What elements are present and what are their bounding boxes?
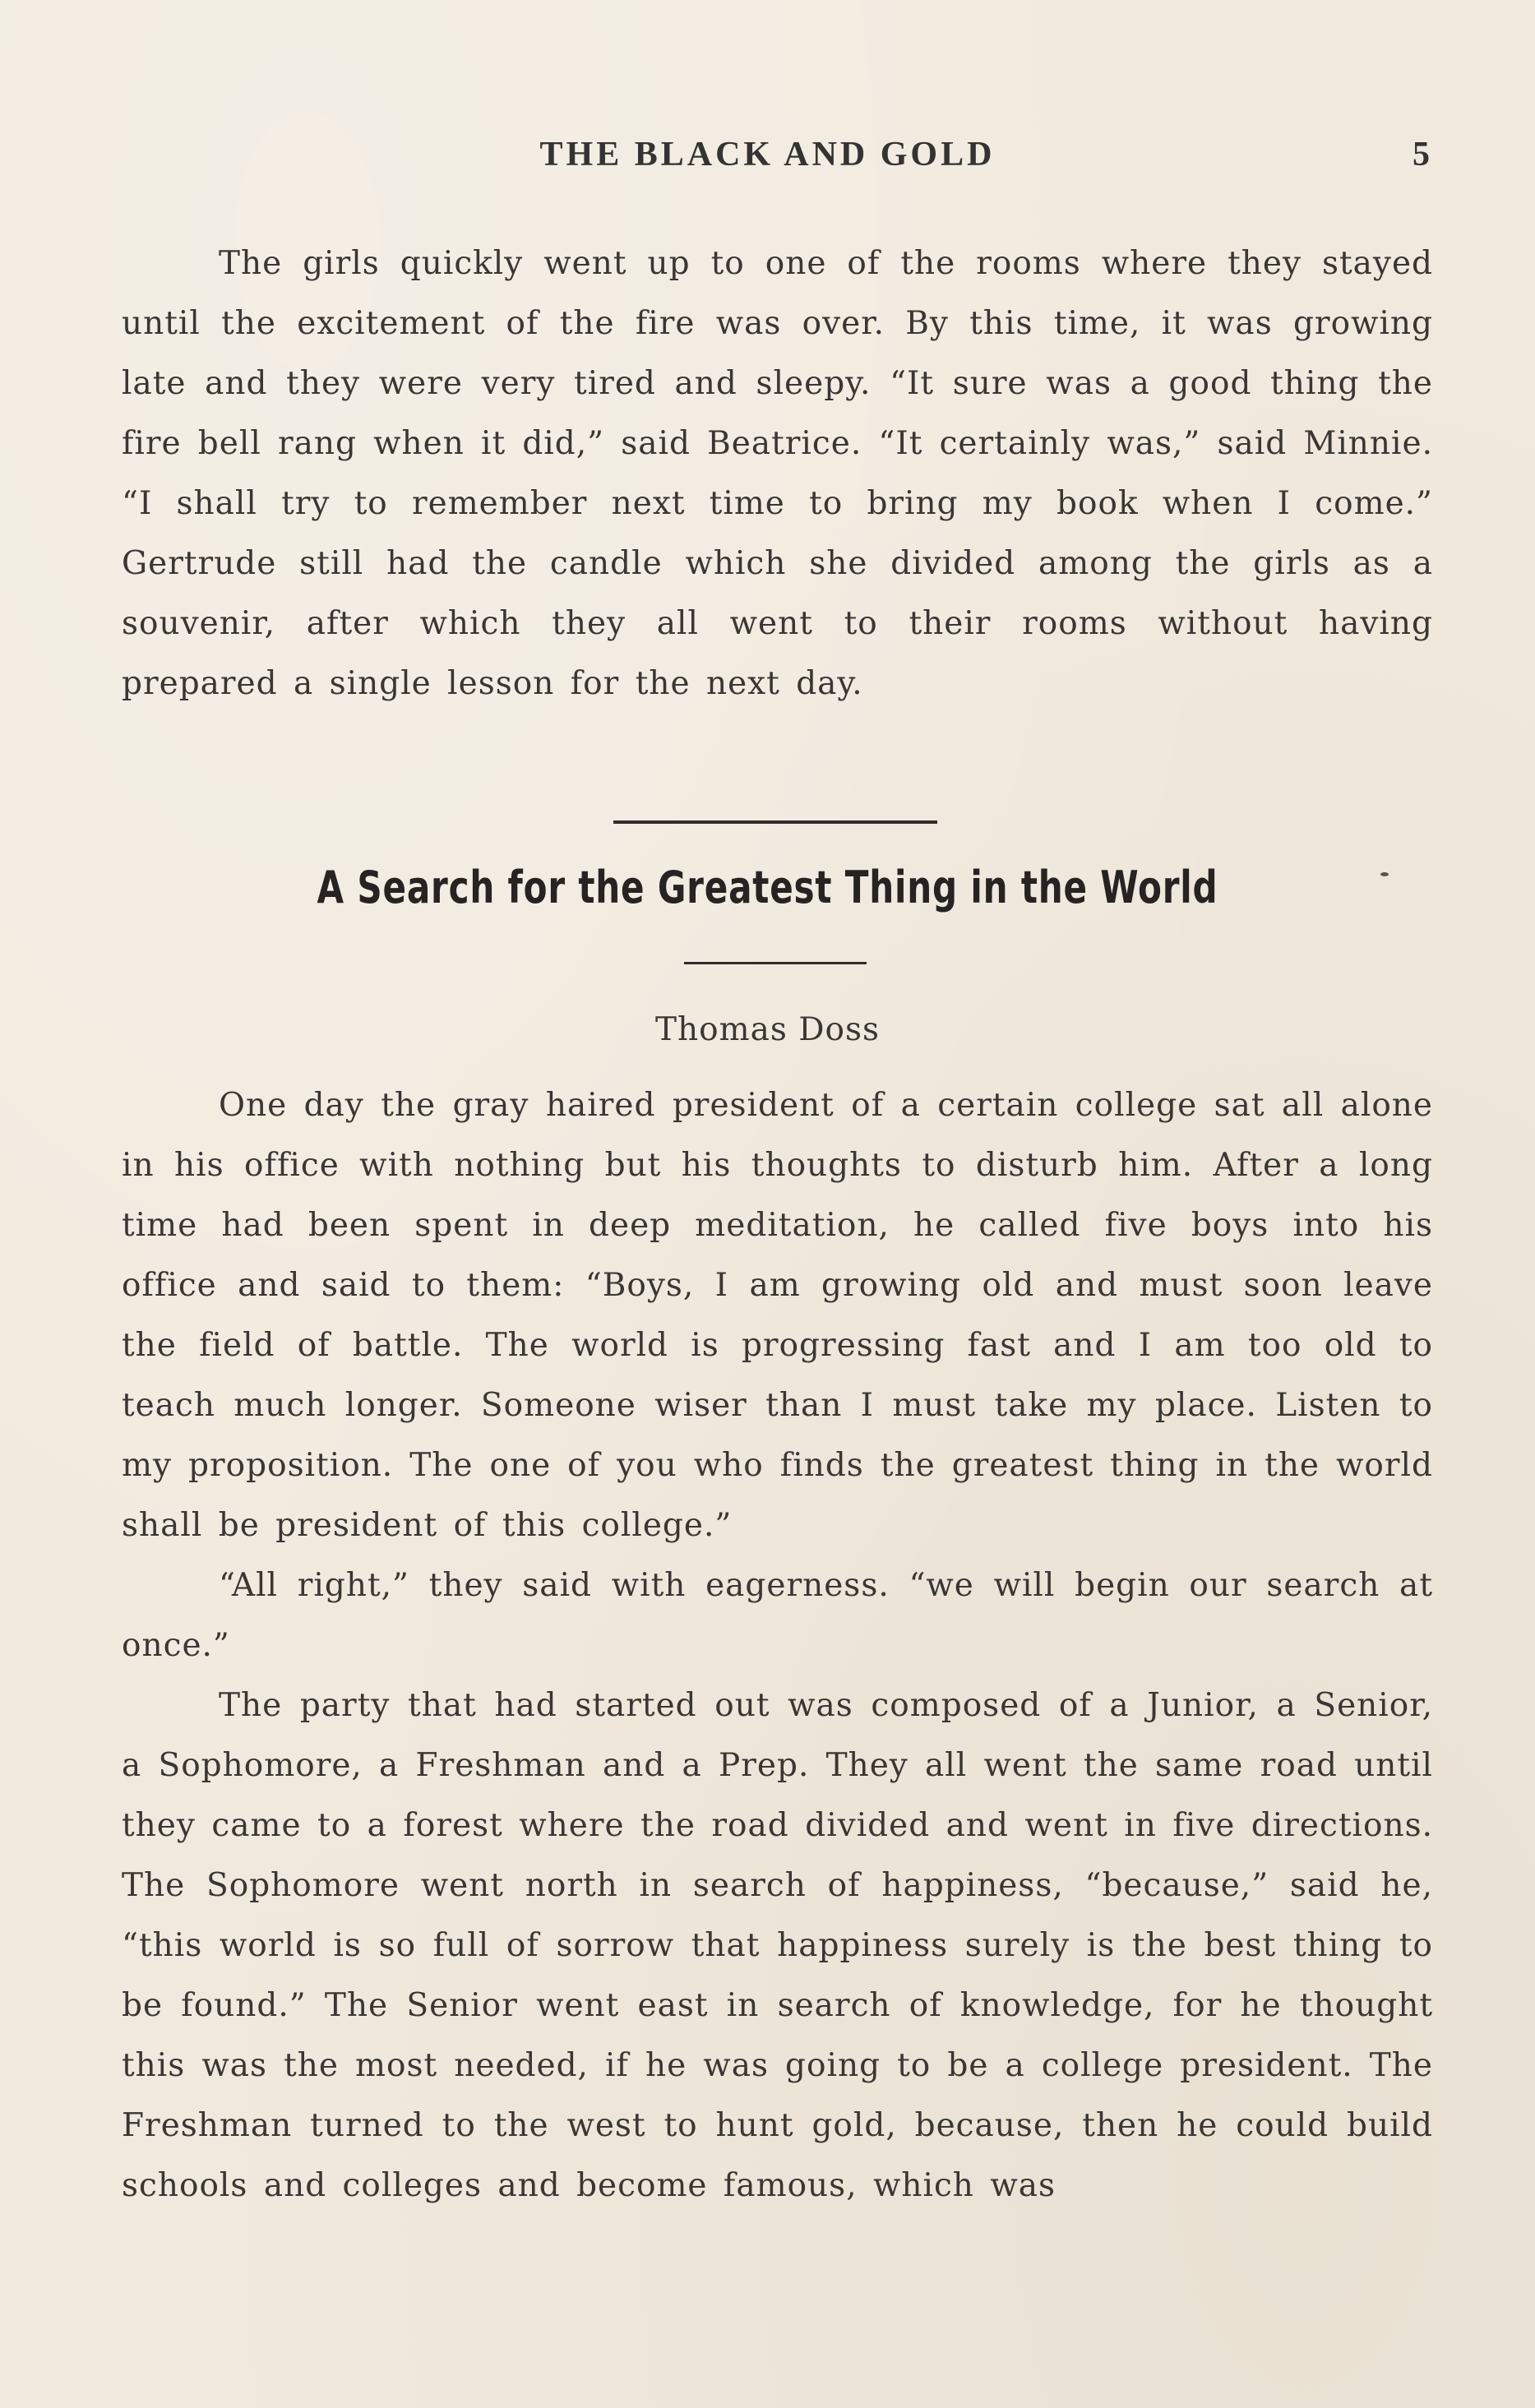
- running-title: THE BLACK AND GOLD: [539, 136, 996, 173]
- running-head: [0, 135, 1535, 184]
- page-number: 5: [1412, 136, 1430, 173]
- article-paragraph: One day the gray haired president of a certain college sat all alone in his office with nothing but his thoughts to disturb him. After a long time had been spent in deep meditation, he called five boys into his office and said to them: “Boys, I am growing old and must soon leave the field of battle. The world is progressing fast and I am too old to teach much longer. Someone wiser than I must take my place. Listen to my proposition. The one of you who finds the greatest thing in the world shall be president of this college.”: [122, 1087, 1433, 1544]
- story-ending: [122, 233, 1433, 714]
- article-body: [122, 1075, 1433, 2216]
- article-paragraph: The party that had started out was composed of a Junior, a Senior, a Sophomore, a Freshman and a Prep. They all went the same road until they came to a forest where the road divided and went in five directions. The Sophomore went north in search of happiness, “because,” said he, “this world is so full of sorrow that happiness surely is the best thing to be found.” The Senior went east in search of knowledge, for he thought this was the most needed, if he was going to be a college president. The Freshman turned to the west to hunt gold, because, then he could build schools and colleges and become famous, which was: [122, 1687, 1433, 2204]
- story-ending-paragraph: The girls quickly went up to one of the rooms where they stayed until the excitement of the fire was over. By this time, it was growing late and they were very tired and sleepy. “It sure was a good thing the fire bell rang when it did,” said Beatrice. “It certainly was,” said Minnie. “I shall try to remember next time to bring my book when I come.” Gertrude still had the candle which she divided among the girls as a souvenir, after which they all went to their rooms without having prepared a single lesson for the next day.: [122, 245, 1433, 702]
- article-title: A Search for the Greatest Thing in the World: [317, 862, 1218, 913]
- ink-speck: [1380, 872, 1389, 876]
- article-paragraph: “All right,” they said with eagerness. “we will begin our search at once.”: [122, 1567, 1433, 1664]
- article-byline: Thomas Doss: [654, 1011, 881, 1048]
- section-divider-rule: [613, 820, 937, 824]
- title-underline-rule: [684, 962, 867, 964]
